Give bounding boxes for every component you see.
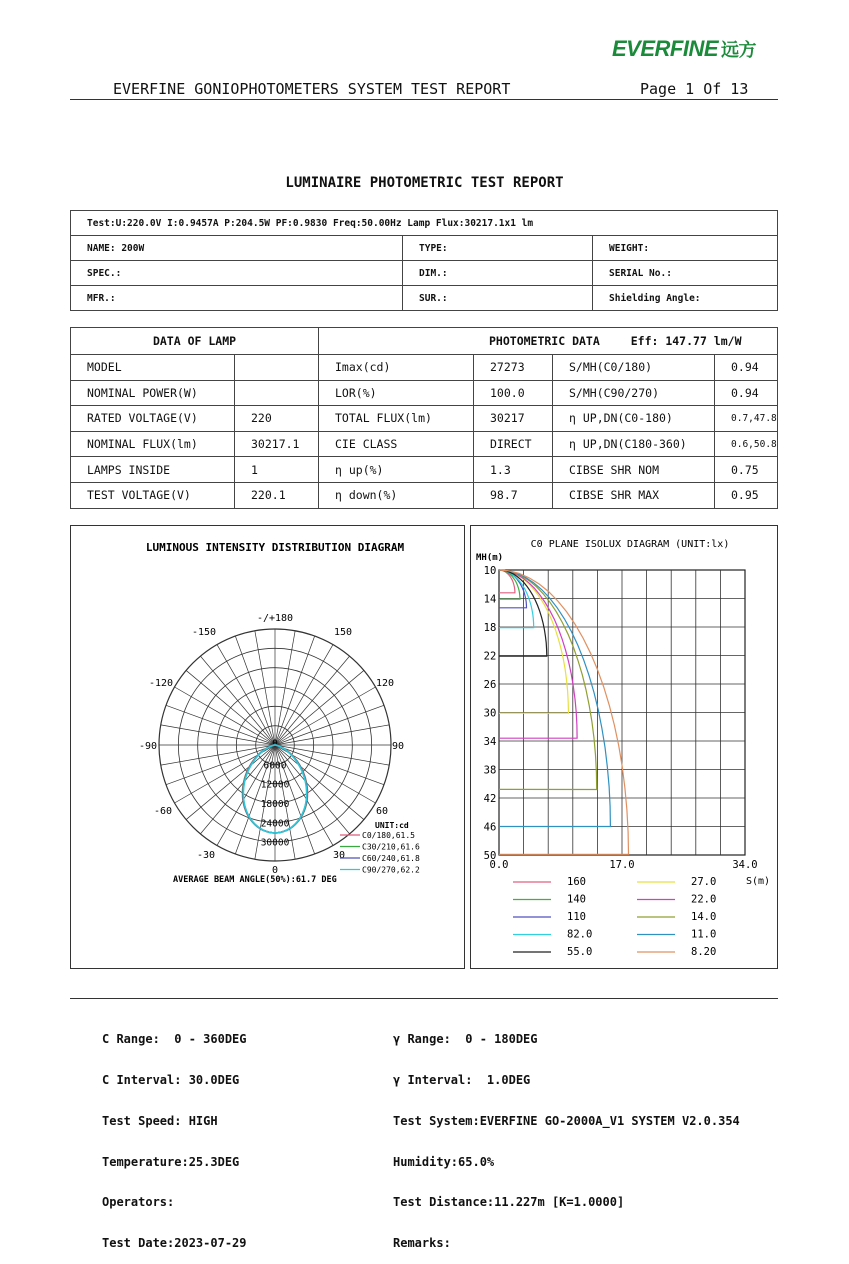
isolux-y-tick: 22 [483, 650, 497, 663]
polar-legend-label: C0/180,61.5 [362, 831, 415, 840]
humidity: Humidity:65.0% [393, 1154, 495, 1169]
ratio-key: η UP,DN(C180-360) [553, 431, 715, 457]
dim-cell: DIM.: [403, 261, 593, 286]
polar-ring-label: 12000 [260, 779, 290, 791]
lamp-data-row [71, 355, 778, 381]
polar-angle-label: -150 [191, 627, 217, 638]
weight-cell: WEIGHT: [593, 236, 778, 261]
doc-title: LUMINAIRE PHOTOMETRIC TEST REPORT [285, 175, 564, 191]
lamp-value [235, 355, 319, 381]
isolux-y-tick: 34 [483, 736, 497, 748]
isolux-y-tick: 18 [483, 622, 497, 634]
polar-angle-label: -120 [148, 678, 174, 689]
c-interval: C Interval: 30.0DEG [102, 1072, 240, 1087]
polar-angle-label: 150 [333, 627, 353, 638]
photometric-value: 98.7 [474, 482, 553, 508]
test-system: Test System:EVERFINE GO-2000A_V1 SYSTEM V2.0.354 [393, 1113, 740, 1128]
isolux-y-tick: 42 [483, 793, 497, 805]
lamp-data-row [71, 482, 778, 508]
isolux-legend-label: 27.0 [691, 876, 717, 888]
shielding-cell: Shielding Angle: [593, 286, 778, 311]
photometric-value: 100.0 [474, 380, 553, 406]
polar-angle-label: -30 [196, 850, 216, 861]
isolux-legend-label: 8.20 [691, 946, 717, 958]
lamp-key: TEST VOLTAGE(V) [71, 482, 235, 508]
lamp-data-row [71, 431, 778, 457]
ratio-key: CIBSE SHR MAX [553, 482, 715, 508]
isolux-diagram [470, 525, 778, 969]
photometric-value: 30217 [474, 406, 553, 432]
ratio-value: 0.75 [715, 457, 778, 483]
spec-cell: SPEC.: [71, 261, 403, 286]
serial-cell: SERIAL No.: [593, 261, 778, 286]
isolux-title: C0 PLANE ISOLUX DIAGRAM (UNIT:lx) [530, 539, 730, 550]
photometric-data-label: PHOTOMETRIC DATA [489, 334, 600, 348]
test-distance: Test Distance:11.227m [K=1.0000] [393, 1195, 625, 1210]
polar-angle-label: -/+180 [256, 613, 294, 624]
sur-cell: SUR.: [403, 286, 593, 311]
isolux-y-tick: 26 [483, 679, 497, 691]
ratio-key: CIBSE SHR NOM [553, 457, 715, 483]
lamp-value: 1 [235, 457, 319, 483]
polar-legend-label: C30/210,61.6 [362, 842, 420, 852]
lamp-data-heading: DATA OF LAMP [71, 328, 319, 355]
report-header-title: EVERFINE GONIOPHOTOMETERS SYSTEM TEST REPORT [113, 80, 511, 98]
efficacy-value: Eff: 147.77 lm/W [630, 334, 742, 348]
photometric-key: TOTAL FLUX(lm) [319, 406, 474, 432]
ratio-value: 0.7,47.8 [715, 406, 778, 432]
ratio-value: 0.95 [715, 482, 778, 508]
photometric-key: Imax(cd) [319, 355, 474, 381]
photometric-value: 27273 [474, 355, 553, 381]
ratio-value: 0.94 [715, 355, 778, 381]
polar-ring-label: 30000 [260, 837, 290, 849]
header-rule [70, 99, 778, 100]
lamp-data-table [70, 327, 778, 509]
photometric-key: CIE CLASS [319, 431, 474, 457]
gamma-interval: γ Interval: 1.0DEG [393, 1072, 531, 1087]
isolux-legend-label: 55.0 [567, 946, 593, 958]
isolux-y-tick: 10 [483, 565, 497, 577]
type-cell: TYPE: [403, 236, 593, 261]
lamp-data-row [71, 406, 778, 432]
isolux-legend-label: 160 [567, 876, 586, 888]
lamp-value: 30217.1 [235, 431, 319, 457]
test-speed: Test Speed: HIGH [102, 1113, 218, 1128]
lamp-key: NOMINAL POWER(W) [71, 380, 235, 406]
lamp-key: RATED VOLTAGE(V) [71, 406, 235, 432]
isolux-legend-label: 140 [567, 893, 586, 906]
isolux-y-label: MH(m) [476, 553, 504, 563]
polar-angle-label: 30 [332, 850, 346, 861]
polar-ring-label: 24000 [260, 818, 290, 830]
name-cell: NAME: 200W [71, 236, 403, 261]
footer-rule [70, 998, 778, 999]
operators: Operators: [102, 1195, 175, 1210]
ratio-key: S/MH(C90/270) [553, 380, 715, 406]
isolux-y-tick: 38 [483, 764, 497, 777]
logo-brand: EVERFINE [612, 36, 719, 61]
photometric-key: η up(%) [319, 457, 474, 483]
polar-angle-label: 120 [375, 678, 395, 689]
test-line: Test:U:220.0V I:0.9457A P:204.5W PF:0.9830 Freq:50.00Hz Lamp Flux:30217.1x1 lm [71, 211, 778, 236]
lamp-key: MODEL [71, 355, 235, 381]
test-info-table [70, 210, 778, 311]
ratio-key: S/MH(C0/180) [553, 355, 715, 381]
lamp-data-row [71, 380, 778, 406]
lamp-key: NOMINAL FLUX(lm) [71, 431, 235, 457]
ratio-value: 0.94 [715, 380, 778, 406]
photometric-heading [319, 328, 778, 355]
lamp-key: LAMPS INSIDE [71, 457, 235, 483]
polar-diagram [70, 525, 464, 969]
footer-left [102, 1006, 247, 1264]
beam-angle: AVERAGE BEAM ANGLE(50%):61.7 DEG [173, 875, 337, 885]
polar-angle-label: 0 [271, 865, 279, 876]
isolux-contour-55.0 [499, 570, 547, 656]
polar-legend-label: C60/240,61.8 [362, 854, 420, 863]
c-range: C Range: 0 - 360DEG [102, 1032, 247, 1047]
photometric-value: 1.3 [474, 457, 553, 483]
lamp-value [235, 380, 319, 406]
isolux-x-tick: 17.0 [609, 859, 635, 871]
mfr-cell: MFR.: [71, 286, 403, 311]
footer-right [393, 1006, 740, 1264]
isolux-x-tick: 0.0 [489, 859, 509, 871]
isolux-contour-27.0 [499, 570, 569, 713]
isolux-y-ticks [484, 565, 497, 862]
lamp-value: 220.1 [235, 482, 319, 508]
test-date: Test Date:2023-07-29 [102, 1236, 247, 1251]
isolux-grid [499, 570, 745, 855]
polar-angle-label: 60 [375, 806, 389, 817]
isolux-x-label: S(m) [746, 876, 771, 887]
polar-angle-label: 90 [391, 741, 405, 752]
page-number: Page 1 Of 13 [640, 80, 749, 98]
polar-ring-label: 6000 [263, 760, 287, 772]
isolux-legend [513, 876, 716, 958]
polar-angle-label: -90 [138, 741, 158, 752]
everfine-logo [612, 36, 756, 62]
photometric-key: LOR(%) [319, 380, 474, 406]
polar-center-label: 0 [272, 739, 278, 749]
isolux-legend-label: 22.0 [691, 893, 717, 906]
photometric-key: η down(%) [319, 482, 474, 508]
isolux-x-tick: 34.0 [732, 859, 758, 871]
gamma-range: γ Range: 0 - 180DEG [393, 1032, 538, 1047]
ratio-key: η UP,DN(C0-180) [553, 406, 715, 432]
photometric-value: DIRECT [474, 431, 553, 457]
polar-legend [340, 831, 420, 875]
isolux-legend-label: 110 [567, 911, 586, 923]
isolux-x-ticks [490, 859, 758, 871]
polar-unit: UNIT:cd [375, 821, 409, 830]
isolux-y-tick: 46 [483, 821, 497, 834]
remarks: Remarks: [393, 1236, 451, 1251]
polar-angle-label: -60 [153, 806, 173, 817]
lamp-value: 220 [235, 406, 319, 432]
isolux-legend-label: 14.0 [691, 911, 717, 923]
ratio-value: 0.6,50.8 [715, 431, 778, 457]
logo-chinese: 远方 [721, 40, 757, 60]
isolux-legend-label: 11.0 [691, 928, 717, 941]
temperature: Temperature:25.3DEG [102, 1154, 240, 1169]
isolux-y-tick: 30 [483, 707, 497, 720]
polar-ring-label: 18000 [260, 799, 290, 810]
isolux-legend-label: 82.0 [567, 928, 593, 941]
isolux-y-tick: 50 [483, 850, 497, 862]
polar-title: LUMINOUS INTENSITY DISTRIBUTION DIAGRAM [145, 541, 405, 554]
isolux-y-tick: 14 [483, 593, 497, 606]
polar-legend-label: C90/270,62.2 [362, 865, 420, 875]
lamp-data-row [71, 457, 778, 483]
